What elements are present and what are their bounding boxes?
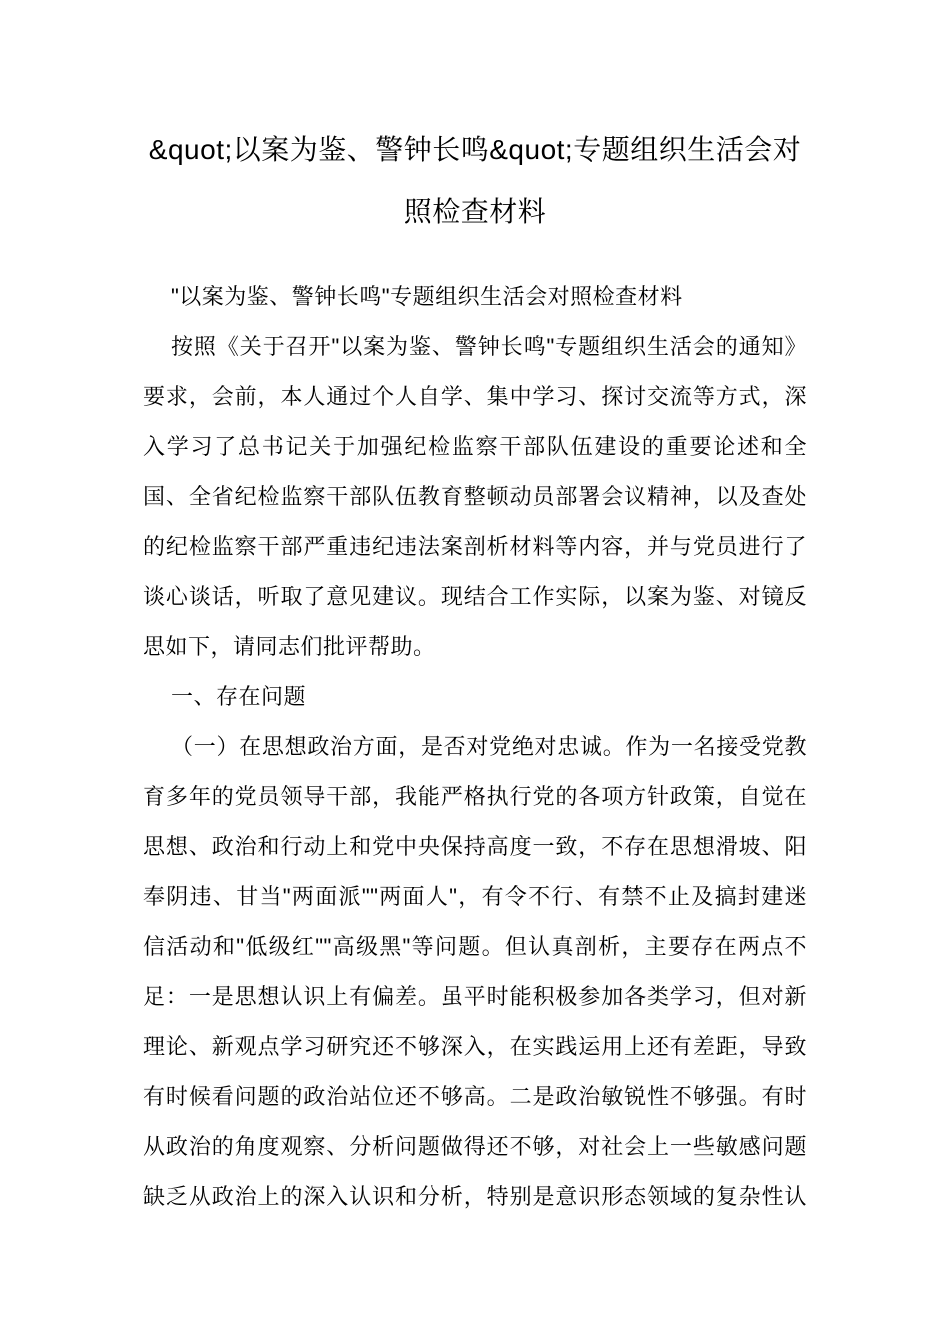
document-body (0, 243, 950, 1222)
text-line: 信活动和"低级红""高级黑"等问题。但认真剖析，主要存在两点不 (143, 934, 807, 959)
text-line: 的纪检监察干部严重违纪违法案剖析材料等内容，并与党员进行了 (143, 534, 807, 559)
paragraph-intro (143, 322, 807, 672)
text-line: 要求，会前，本人通过个人自学、集中学习、探讨交流等方式，深 (143, 384, 807, 409)
text-line: 按照《关于召开"以案为鉴、警钟长鸣"专题组织生活会的通知》 (171, 334, 807, 359)
text-line: （一）在思想政治方面，是否对党绝对忠诚。作为一名接受党教 (171, 734, 807, 759)
title-line-2: 照检查材料 (403, 196, 547, 227)
text-line: 从政治的角度观察、分析问题做得还不够，对社会上一些敏感问题 (143, 1134, 807, 1159)
text-line: 缺乏从政治上的深入认识和分析，特别是意识形态领域的复杂性认 (143, 1184, 807, 1209)
title-line-1: &quot;以案为鉴、警钟长鸣&quot;专题组织生活会对 (148, 134, 802, 165)
text-line: 奉阴违、甘当"两面派""两面人"，有令不行、有禁不止及搞封建迷 (143, 884, 807, 909)
text-line: "以案为鉴、警钟长鸣"专题组织生活会对照检查材料 (171, 284, 683, 309)
text-line: 思想、政治和行动上和党中央保持高度一致，不存在思想滑坡、阳 (143, 834, 807, 859)
text-line: 谈心谈话，听取了意见建议。现结合工作实际，以案为鉴、对镜反 (143, 584, 807, 609)
paragraph-subtitle (143, 272, 807, 322)
text-line: 入学习了总书记关于加强纪检监察干部队伍建设的重要论述和全 (143, 434, 807, 459)
text-line: 理论、新观点学习研究还不够深入，在实践运用上还有差距，导致 (143, 1034, 807, 1059)
paragraph-section-heading (143, 672, 807, 722)
document-title (0, 0, 950, 243)
paragraph-issue-1 (143, 722, 807, 1222)
text-line: 思如下，请同志们批评帮助。 (143, 634, 436, 659)
text-line: 国、全省纪检监察干部队伍教育整顿动员部署会议精神，以及查处 (143, 484, 807, 509)
text-line: 足：一是思想认识上有偏差。虽平时能积极参加各类学习，但对新 (143, 984, 807, 1009)
text-line: 育多年的党员领导干部，我能严格执行党的各项方针政策，自觉在 (143, 784, 807, 809)
text-line: 有时候看问题的政治站位还不够高。二是政治敏锐性不够强。有时 (143, 1084, 807, 1109)
section-heading: 一、存在问题 (171, 684, 307, 709)
